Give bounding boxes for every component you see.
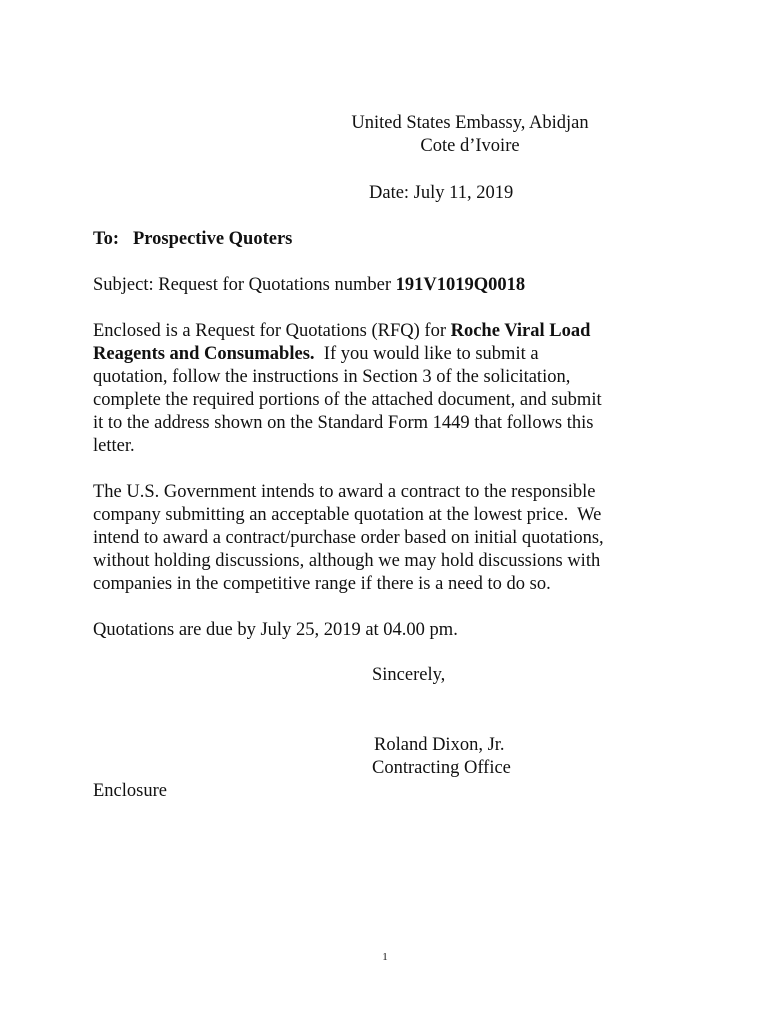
to-line: [93, 228, 292, 251]
page-number: 1: [382, 951, 388, 963]
paragraph-award: [93, 481, 673, 596]
rfq-number: 191V1019Q0018: [395, 275, 526, 295]
paragraph-line: [93, 343, 673, 366]
to-recipient: Prospective Quoters: [132, 229, 293, 249]
embassy-country: Cote d’Ivoire: [420, 136, 520, 156]
to-label: To:: [93, 229, 120, 249]
paragraph-enclosed: [93, 320, 673, 458]
paragraph-line: intend to award a contract/purchase order based on initial quotations,: [93, 528, 604, 548]
paragraph-line: letter.: [93, 436, 135, 456]
text-run: If you would like to submit a: [314, 344, 539, 364]
paragraph-line: [93, 320, 673, 343]
enclosure-label: Enclosure: [93, 781, 167, 801]
subject-line: [93, 274, 525, 297]
paragraph-line: companies in the competitive range if there is a need to do so.: [93, 574, 551, 594]
paragraph-line: complete the required portions of the attached document, and submit: [93, 390, 602, 410]
product-name-part1: Roche Viral Load: [450, 321, 591, 341]
closing-salutation: Sincerely,: [372, 665, 446, 685]
signer-name: Roland Dixon, Jr.: [374, 735, 505, 755]
text-run: Enclosed is a Request for Quotations (RFQ) for: [93, 321, 451, 341]
due-date-notice: Quotations are due by July 25, 2019 at 04.00 pm.: [93, 620, 458, 640]
product-name-part2: Reagents and Consumables.: [93, 344, 315, 364]
subject-prefix: Subject: Request for Quotations number: [93, 275, 396, 295]
paragraph-line: The U.S. Government intends to award a contract to the responsible: [93, 482, 596, 502]
embassy-name: United States Embassy, Abidjan: [351, 113, 589, 133]
paragraph-line: quotation, follow the instructions in Section 3 of the solicitation,: [93, 367, 571, 387]
paragraph-line: without holding discussions, although we may hold discussions with: [93, 551, 601, 571]
letter-date: Date: July 11, 2019: [369, 183, 514, 203]
paragraph-line: it to the address shown on the Standard Form 1449 that follows this: [93, 413, 594, 433]
paragraph-line: company submitting an acceptable quotation at the lowest price. We: [93, 505, 602, 525]
signer-title: Contracting Office: [372, 758, 511, 778]
